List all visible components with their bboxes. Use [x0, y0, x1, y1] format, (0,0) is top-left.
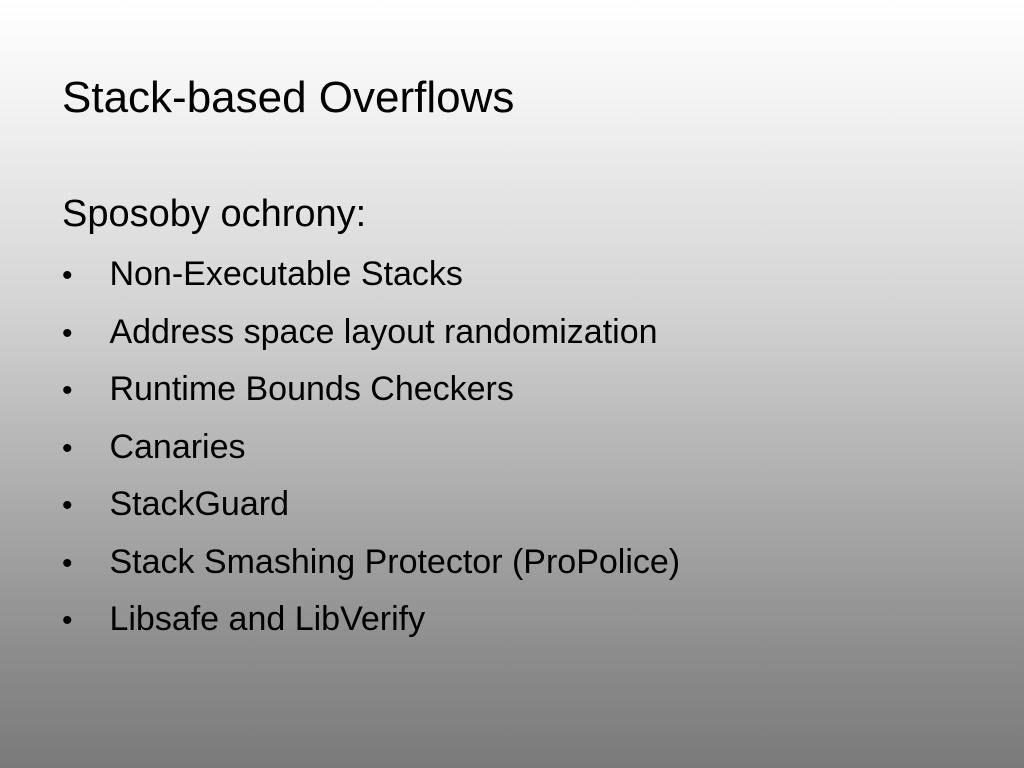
bullet-icon: •: [62, 604, 73, 637]
list-item-text: Canaries: [109, 427, 246, 466]
list-item-text: Stack Smashing Protector (ProPolice): [109, 542, 681, 581]
list-item-text: Non-Executable Stacks: [109, 255, 463, 293]
bullet-icon: •: [62, 259, 73, 292]
bullet-icon: •: [62, 431, 73, 465]
list-item-text: Libsafe and LibVerify: [109, 600, 426, 638]
bullet-icon: •: [62, 374, 73, 407]
list-item: [62, 250, 680, 298]
bullet-list: [62, 250, 680, 653]
list-item: [62, 538, 680, 586]
section-heading: Sposoby ochrony:: [62, 193, 367, 235]
list-item: [62, 423, 680, 471]
list-item: [62, 480, 680, 528]
list-item: [62, 595, 680, 643]
bullet-icon: •: [62, 489, 73, 522]
list-item-text: StackGuard: [109, 485, 289, 523]
list-item-text: Runtime Bounds Checkers: [109, 370, 514, 408]
slide-title: Stack-based Overflows: [62, 73, 515, 122]
bullet-icon: •: [62, 316, 73, 350]
list-item: [62, 365, 680, 413]
list-item-text: Address space layout randomization: [109, 312, 658, 351]
list-item: [62, 308, 680, 356]
bullet-icon: •: [62, 546, 73, 580]
